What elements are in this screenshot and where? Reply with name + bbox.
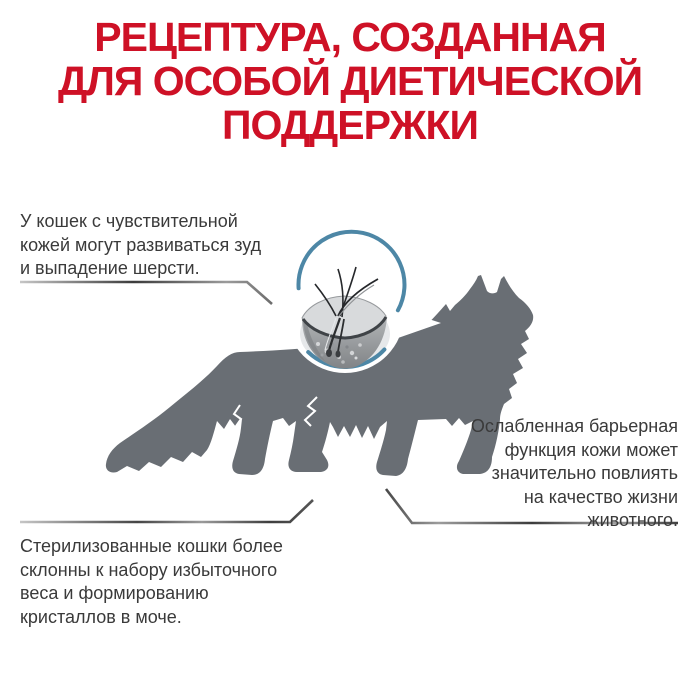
callout-text-line: животного. bbox=[587, 510, 678, 530]
callout-sensitive-skin bbox=[20, 210, 280, 281]
skin-texture-dot bbox=[341, 360, 345, 364]
skin-texture-dot bbox=[350, 351, 354, 355]
skin-texture-dot bbox=[358, 343, 362, 347]
callout-text-line: Стерилизованные кошки более bbox=[20, 536, 283, 556]
callout-text-line: кожей могут развиваться зуд bbox=[20, 234, 262, 255]
callout-text-line: функция кожи может bbox=[504, 439, 678, 460]
page-title-line: ПОДДЕРЖКИ bbox=[222, 102, 478, 148]
skin-texture-dot bbox=[321, 354, 324, 357]
callout-text-line: склонны к набору избыточного bbox=[20, 559, 278, 580]
callout-text-line: У кошек с чувствительной bbox=[20, 211, 238, 231]
skin-texture-dot bbox=[355, 357, 358, 360]
callout-text-line: значительно повлиять bbox=[491, 463, 678, 483]
callout-text-line: и выпадение шерсти. bbox=[20, 258, 200, 278]
skin-texture-dot bbox=[316, 342, 320, 346]
callout-skin-barrier bbox=[418, 415, 678, 533]
callout-line-sensitive-skin bbox=[20, 282, 272, 304]
callout-sterilised bbox=[20, 535, 310, 629]
page-title-line: ДЛЯ ОСОБОЙ ДИЕТИЧЕСКОЙ bbox=[57, 58, 643, 104]
hair-bulb bbox=[336, 351, 341, 358]
page-title-line: РЕЦЕПТУРА, СОЗДАННАЯ bbox=[94, 14, 606, 60]
hair-bulb bbox=[326, 349, 332, 357]
callout-text-line: веса и формированию bbox=[20, 583, 209, 603]
skin-texture-dot bbox=[345, 345, 348, 348]
callout-text-line: кристаллов в моче. bbox=[20, 606, 182, 627]
callout-line-sterilised bbox=[20, 500, 313, 522]
callout-text-line: Ослабленная барьерная bbox=[470, 416, 678, 436]
callout-text-line: на качество жизни bbox=[523, 486, 678, 507]
